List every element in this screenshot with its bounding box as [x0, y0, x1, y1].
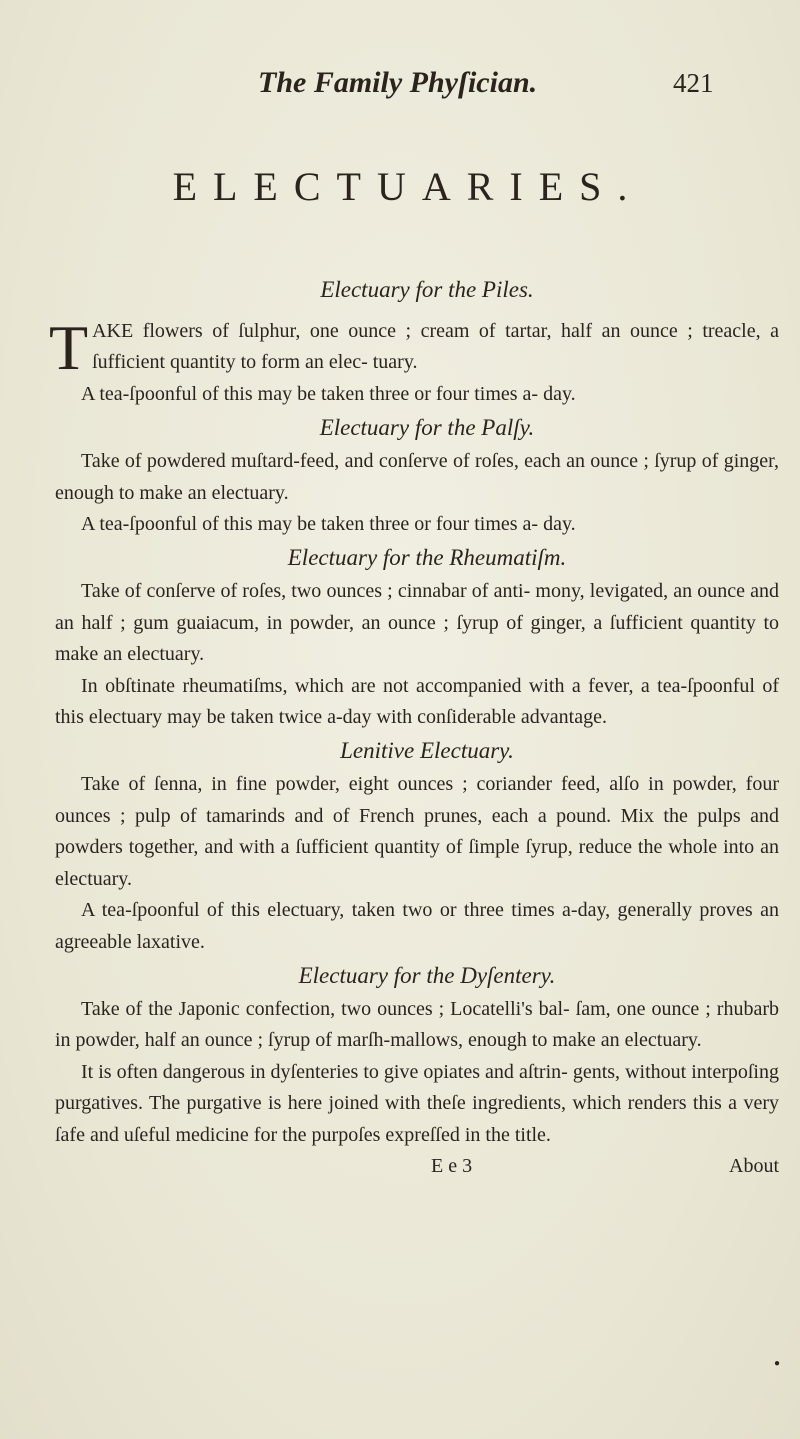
running-head-title: The Family Phyſician. [258, 66, 538, 99]
paragraph-piles-recipe-text: AKE flowers of ſulphur, one ounce ; cream of tartar, half an ounce ; treacle, a ſufficient quantity to form an elec- tuary. [92, 320, 779, 374]
section-heading-piles: Electuary for the Piles. [320, 277, 534, 302]
section-heading-lenitive: Lenitive Electuary. [340, 738, 514, 764]
paragraph-dysentery-note: It is often dangerous in dyſenteries to give opiates and aſtrin- gents, without interpoſing purgatives. The purgative is here joined with theſe ingredients, which renders this a very ſafe and uſeful medicine for the purpoſes expreſſed in the title. [55, 1060, 779, 1146]
signature-mark: E e 3 [431, 1154, 473, 1177]
body-text [49, 274, 779, 1181]
paragraph-palsy-recipe: Take of powdered muſtard-feed, and conſerve of roſes, each an ounce ; ſyrup of ginger, enough to make an electuary. [55, 450, 779, 504]
ink-speck: ● [773, 1358, 780, 1369]
paragraph-rheumatism-recipe: Take of conſerve of roſes, two ounces ; cinnabar of anti- mony, levigated, an ounce and an half ; gum guaiacum, in powder, an ounce ; ſyrup of ginger, a ſufficient quantity to make an electuary. [55, 580, 779, 666]
drop-cap: T [49, 312, 89, 383]
paragraph-lenitive-dose: A tea-ſpoonful of this electuary, taken two or three times a-day, generally proves an agreeable laxative. [55, 899, 779, 953]
catchword: About [729, 1154, 779, 1177]
paragraph-dysentery-recipe: Take of the Japonic confection, two ounces ; Locatelli's bal- ſam, one ounce ; rhubarb in powder, half an ounce ; ſyrup of marſh-mallows, enough to make an electuary. [55, 997, 779, 1052]
paragraph-palsy-dose: A tea-ſpoonful of this may be taken three or four times a- day. [81, 513, 576, 536]
paragraph-piles-dose: A tea-ſpoonful of this may be taken three or four times a- day. [81, 382, 576, 405]
page-title: ELECTUARIES. [172, 164, 644, 209]
section-heading-rheumatism: Electuary for the Rheumatiſm. [287, 545, 567, 571]
page-footer [55, 1151, 779, 1181]
running-head [0, 66, 800, 106]
section-heading-palsy: Electuary for the Palſy. [319, 415, 535, 441]
paragraph-rheumatism-dose: In obſtinate rheumatiſms, which are not accompanied with a fever, a tea-ſpoonful of this electuary may be taken twice a-day with conſiderable advantage. [55, 674, 779, 729]
page-number: 421 [673, 68, 714, 98]
section-heading-dysentery: Electuary for the Dyſentery. [298, 962, 556, 988]
paragraph-piles-recipe [49, 312, 779, 383]
paragraph-lenitive-recipe: Take of ſenna, in fine powder, eight ounces ; coriander feed, alſo in powder, four ounces ; pulp of tamarinds and of French prunes, each a pound. Mix the pulps and powders together, and with a ſufficient quantity of ſimple ſyrup, reduce the whole into an electuary. [55, 773, 779, 890]
